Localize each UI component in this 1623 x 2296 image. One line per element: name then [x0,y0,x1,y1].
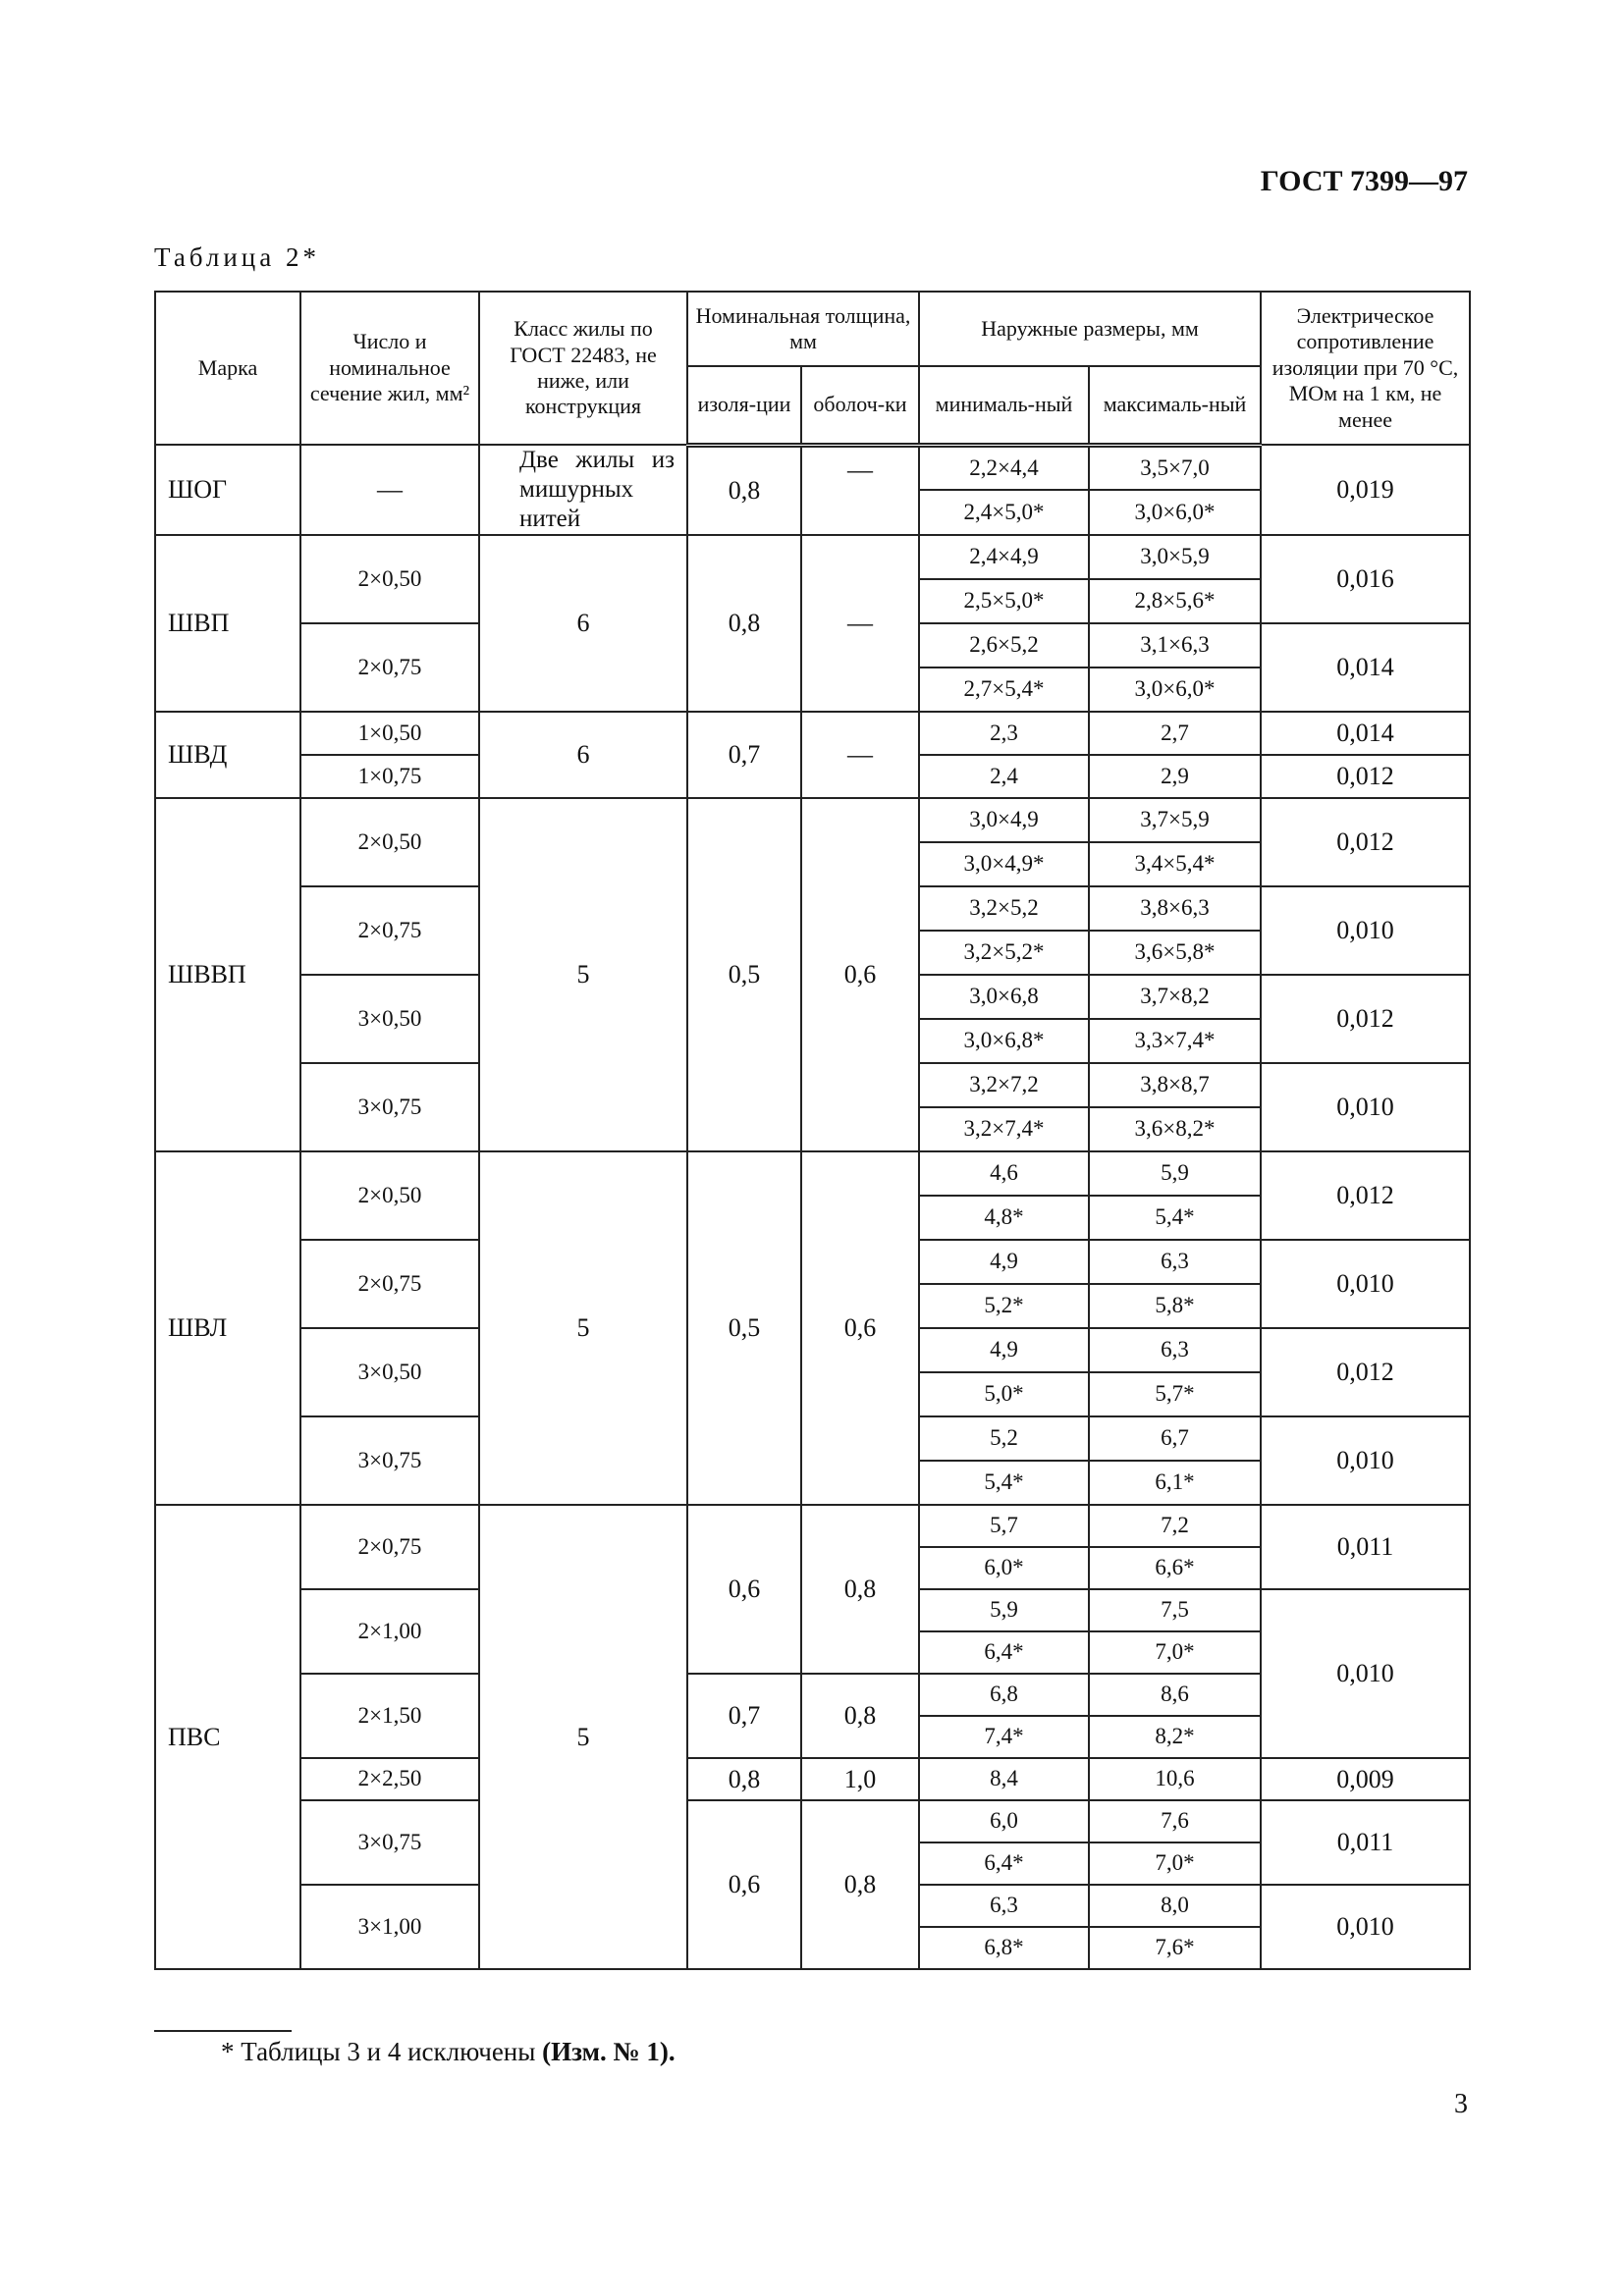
max-dim-cell: 3,5×7,0 [1089,445,1261,490]
max-dim-cell: 3,8×8,7 [1089,1063,1261,1107]
min-dim-cell: 2,4 [919,755,1089,798]
min-dim-cell: 2,7×5,4* [919,667,1089,712]
max-dim-cell: 3,3×7,4* [1089,1019,1261,1063]
insulation-cell: 0,6 [687,1505,801,1674]
class-cell: 6 [479,712,687,798]
table-row [155,1758,1470,1800]
min-dim-cell: 2,2×4,4 [919,445,1089,490]
min-dim-cell: 5,2 [919,1416,1089,1461]
max-dim-cell: 3,6×8,2* [1089,1107,1261,1151]
mark-cell: ШВЛ [155,1151,300,1505]
insulation-cell: 0,7 [687,1674,801,1758]
resistance-cell: 0,012 [1261,975,1470,1063]
section-cell: 1×0,75 [300,755,479,798]
sheath-cell: 0,8 [801,1800,919,1969]
section-cell: 2×1,00 [300,1589,479,1674]
mark-cell: ШВВП [155,798,300,1151]
resistance-cell: 0,010 [1261,886,1470,975]
footnote-text: * Таблицы 3 и 4 исключены [221,2037,536,2066]
min-dim-cell: 3,0×6,8 [919,975,1089,1019]
max-dim-cell: 5,9 [1089,1151,1261,1196]
resistance-cell: 0,014 [1261,623,1470,712]
insulation-cell: 0,7 [687,712,801,798]
max-dim-cell: 5,7* [1089,1372,1261,1416]
resistance-cell: 0,016 [1261,535,1470,623]
resistance-cell: 0,019 [1261,445,1470,535]
section-cell: 2×1,50 [300,1674,479,1758]
section-cell: 1×0,50 [300,712,479,755]
spec-table [154,291,1471,1970]
header-class: Класс жилы по ГОСТ 22483, не ниже, или конструкция [479,292,687,445]
sheath-cell: 0,6 [801,1151,919,1505]
resistance-cell: 0,009 [1261,1758,1470,1800]
max-dim-cell: 7,2 [1089,1505,1261,1547]
class-cell: 5 [479,1151,687,1505]
mark-cell: ШОГ [155,445,300,535]
min-dim-cell: 3,0×4,9 [919,798,1089,842]
section-cell: 2×2,50 [300,1758,479,1800]
resistance-cell: 0,011 [1261,1505,1470,1589]
min-dim-cell: 3,2×5,2 [919,886,1089,931]
resistance-cell: 0,010 [1261,1885,1470,1969]
sheath-cell: 1,0 [801,1758,919,1800]
max-dim-cell: 8,2* [1089,1716,1261,1758]
min-dim-cell: 3,0×4,9* [919,842,1089,886]
mark-cell: ШВД [155,712,300,798]
max-dim-cell: 8,0 [1089,1885,1261,1927]
section-cell: 2×0,75 [300,886,479,975]
max-dim-cell: 3,4×5,4* [1089,842,1261,886]
section-cell: 3×0,75 [300,1800,479,1885]
max-dim-cell: 6,3 [1089,1328,1261,1372]
min-dim-cell: 4,9 [919,1240,1089,1284]
max-dim-cell: 5,4* [1089,1196,1261,1240]
min-dim-cell: 3,2×7,2 [919,1063,1089,1107]
max-dim-cell: 8,6 [1089,1674,1261,1716]
min-dim-cell: 7,4* [919,1716,1089,1758]
min-dim-cell: 6,8 [919,1674,1089,1716]
max-dim-cell: 3,1×6,3 [1089,623,1261,667]
section-cell: 2×0,50 [300,1151,479,1240]
header-mark: Марка [155,292,300,445]
header-min: минималь-ный [919,366,1089,445]
resistance-cell: 0,014 [1261,712,1470,755]
min-dim-cell: 4,9 [919,1328,1089,1372]
header-outer-dims: Наружные размеры, мм [919,292,1261,366]
insulation-cell: 0,8 [687,1758,801,1800]
sheath-cell: — [801,445,919,535]
section-cell: 3×0,50 [300,1328,479,1416]
resistance-cell: 0,012 [1261,798,1470,886]
insulation-cell: 0,8 [687,445,801,535]
min-dim-cell: 5,9 [919,1589,1089,1631]
max-dim-cell: 7,5 [1089,1589,1261,1631]
max-dim-cell: 2,9 [1089,755,1261,798]
min-dim-cell: 6,0 [919,1800,1089,1842]
max-dim-cell: 7,0* [1089,1631,1261,1674]
max-dim-cell: 6,1* [1089,1461,1261,1505]
min-dim-cell: 3,0×6,8* [919,1019,1089,1063]
min-dim-cell: 6,3 [919,1885,1089,1927]
min-dim-cell: 2,4×4,9 [919,535,1089,579]
class-cell: 5 [479,798,687,1151]
section-cell: — [300,445,479,535]
class-cell: 5 [479,1505,687,1969]
table-row [155,1800,1470,1842]
min-dim-cell: 5,4* [919,1461,1089,1505]
insulation-cell: 0,8 [687,535,801,712]
document-id: ГОСТ 7399—97 [1260,165,1468,197]
sheath-cell: 0,8 [801,1674,919,1758]
max-dim-cell: 6,6* [1089,1547,1261,1589]
min-dim-cell: 4,8* [919,1196,1089,1240]
header-max: максималь-ный [1089,366,1261,445]
section-cell: 3×1,00 [300,1885,479,1969]
section-cell: 2×0,50 [300,798,479,886]
sheath-cell: — [801,712,919,798]
insulation-cell: 0,5 [687,798,801,1151]
sheath-cell: 0,8 [801,1505,919,1674]
table-row [155,1151,1470,1196]
max-dim-cell: 7,0* [1089,1842,1261,1885]
page-number: 3 [1454,2089,1468,2119]
footnote-divider [154,2030,292,2032]
table-row [155,445,1470,490]
max-dim-cell: 2,8×5,6* [1089,579,1261,623]
resistance-cell: 0,012 [1261,755,1470,798]
max-dim-cell: 3,6×5,8* [1089,931,1261,975]
section-cell: 3×0,50 [300,975,479,1063]
section-cell: 3×0,75 [300,1416,479,1505]
mark-cell: ПВС [155,1505,300,1969]
class-cell: 6 [479,535,687,712]
section-cell: 2×0,75 [300,1505,479,1589]
header-nominal-thickness: Номинальная толщина, мм [687,292,919,366]
header-count-section: Число и номинальное сечение жил, мм² [300,292,479,445]
min-dim-cell: 2,6×5,2 [919,623,1089,667]
max-dim-cell: 7,6* [1089,1927,1261,1969]
max-dim-cell: 3,0×6,0* [1089,490,1261,535]
resistance-cell: 0,010 [1261,1416,1470,1505]
section-cell: 2×0,50 [300,535,479,623]
max-dim-cell: 3,0×5,9 [1089,535,1261,579]
min-dim-cell: 3,2×5,2* [919,931,1089,975]
footnote-amendment: (Изм. № 1). [542,2037,676,2066]
table-row [155,1505,1470,1547]
insulation-cell: 0,5 [687,1151,801,1505]
section-cell: 2×0,75 [300,1240,479,1328]
resistance-cell: 0,012 [1261,1328,1470,1416]
resistance-cell: 0,012 [1261,1151,1470,1240]
max-dim-cell: 6,3 [1089,1240,1261,1284]
section-cell: 2×0,75 [300,623,479,712]
resistance-cell: 0,011 [1261,1800,1470,1885]
min-dim-cell: 6,4* [919,1631,1089,1674]
min-dim-cell: 8,4 [919,1758,1089,1800]
header-insulation: изоля-ции [687,366,801,445]
min-dim-cell: 2,3 [919,712,1089,755]
resistance-cell: 0,010 [1261,1589,1470,1758]
header-sheath: оболоч-ки [801,366,919,445]
min-dim-cell: 4,6 [919,1151,1089,1196]
sheath-cell: — [801,535,919,712]
max-dim-cell: 3,0×6,0* [1089,667,1261,712]
min-dim-cell: 6,0* [919,1547,1089,1589]
max-dim-cell: 6,7 [1089,1416,1261,1461]
class-cell: Две жилы из мишурных нитей [479,445,687,535]
min-dim-cell: 5,7 [919,1505,1089,1547]
max-dim-cell: 3,7×8,2 [1089,975,1261,1019]
insulation-cell: 0,6 [687,1800,801,1969]
min-dim-cell: 6,4* [919,1842,1089,1885]
min-dim-cell: 2,4×5,0* [919,490,1089,535]
min-dim-cell: 5,0* [919,1372,1089,1416]
table-row [155,798,1470,842]
max-dim-cell: 2,7 [1089,712,1261,755]
footnote [221,2037,676,2067]
table-caption: Таблица 2* [154,242,320,272]
section-cell: 3×0,75 [300,1063,479,1151]
resistance-cell: 0,010 [1261,1063,1470,1151]
min-dim-cell: 5,2* [919,1284,1089,1328]
max-dim-cell: 5,8* [1089,1284,1261,1328]
max-dim-cell: 3,8×6,3 [1089,886,1261,931]
max-dim-cell: 10,6 [1089,1758,1261,1800]
mark-cell: ШВП [155,535,300,712]
table-row [155,712,1470,755]
min-dim-cell: 6,8* [919,1927,1089,1969]
max-dim-cell: 7,6 [1089,1800,1261,1842]
header-resistance: Электрическое сопротивление изоляции при 70 °С, МОм на 1 км, не менее [1261,292,1470,445]
sheath-cell: 0,6 [801,798,919,1151]
max-dim-cell: 3,7×5,9 [1089,798,1261,842]
resistance-cell: 0,010 [1261,1240,1470,1328]
table-row [155,535,1470,579]
min-dim-cell: 2,5×5,0* [919,579,1089,623]
min-dim-cell: 3,2×7,4* [919,1107,1089,1151]
